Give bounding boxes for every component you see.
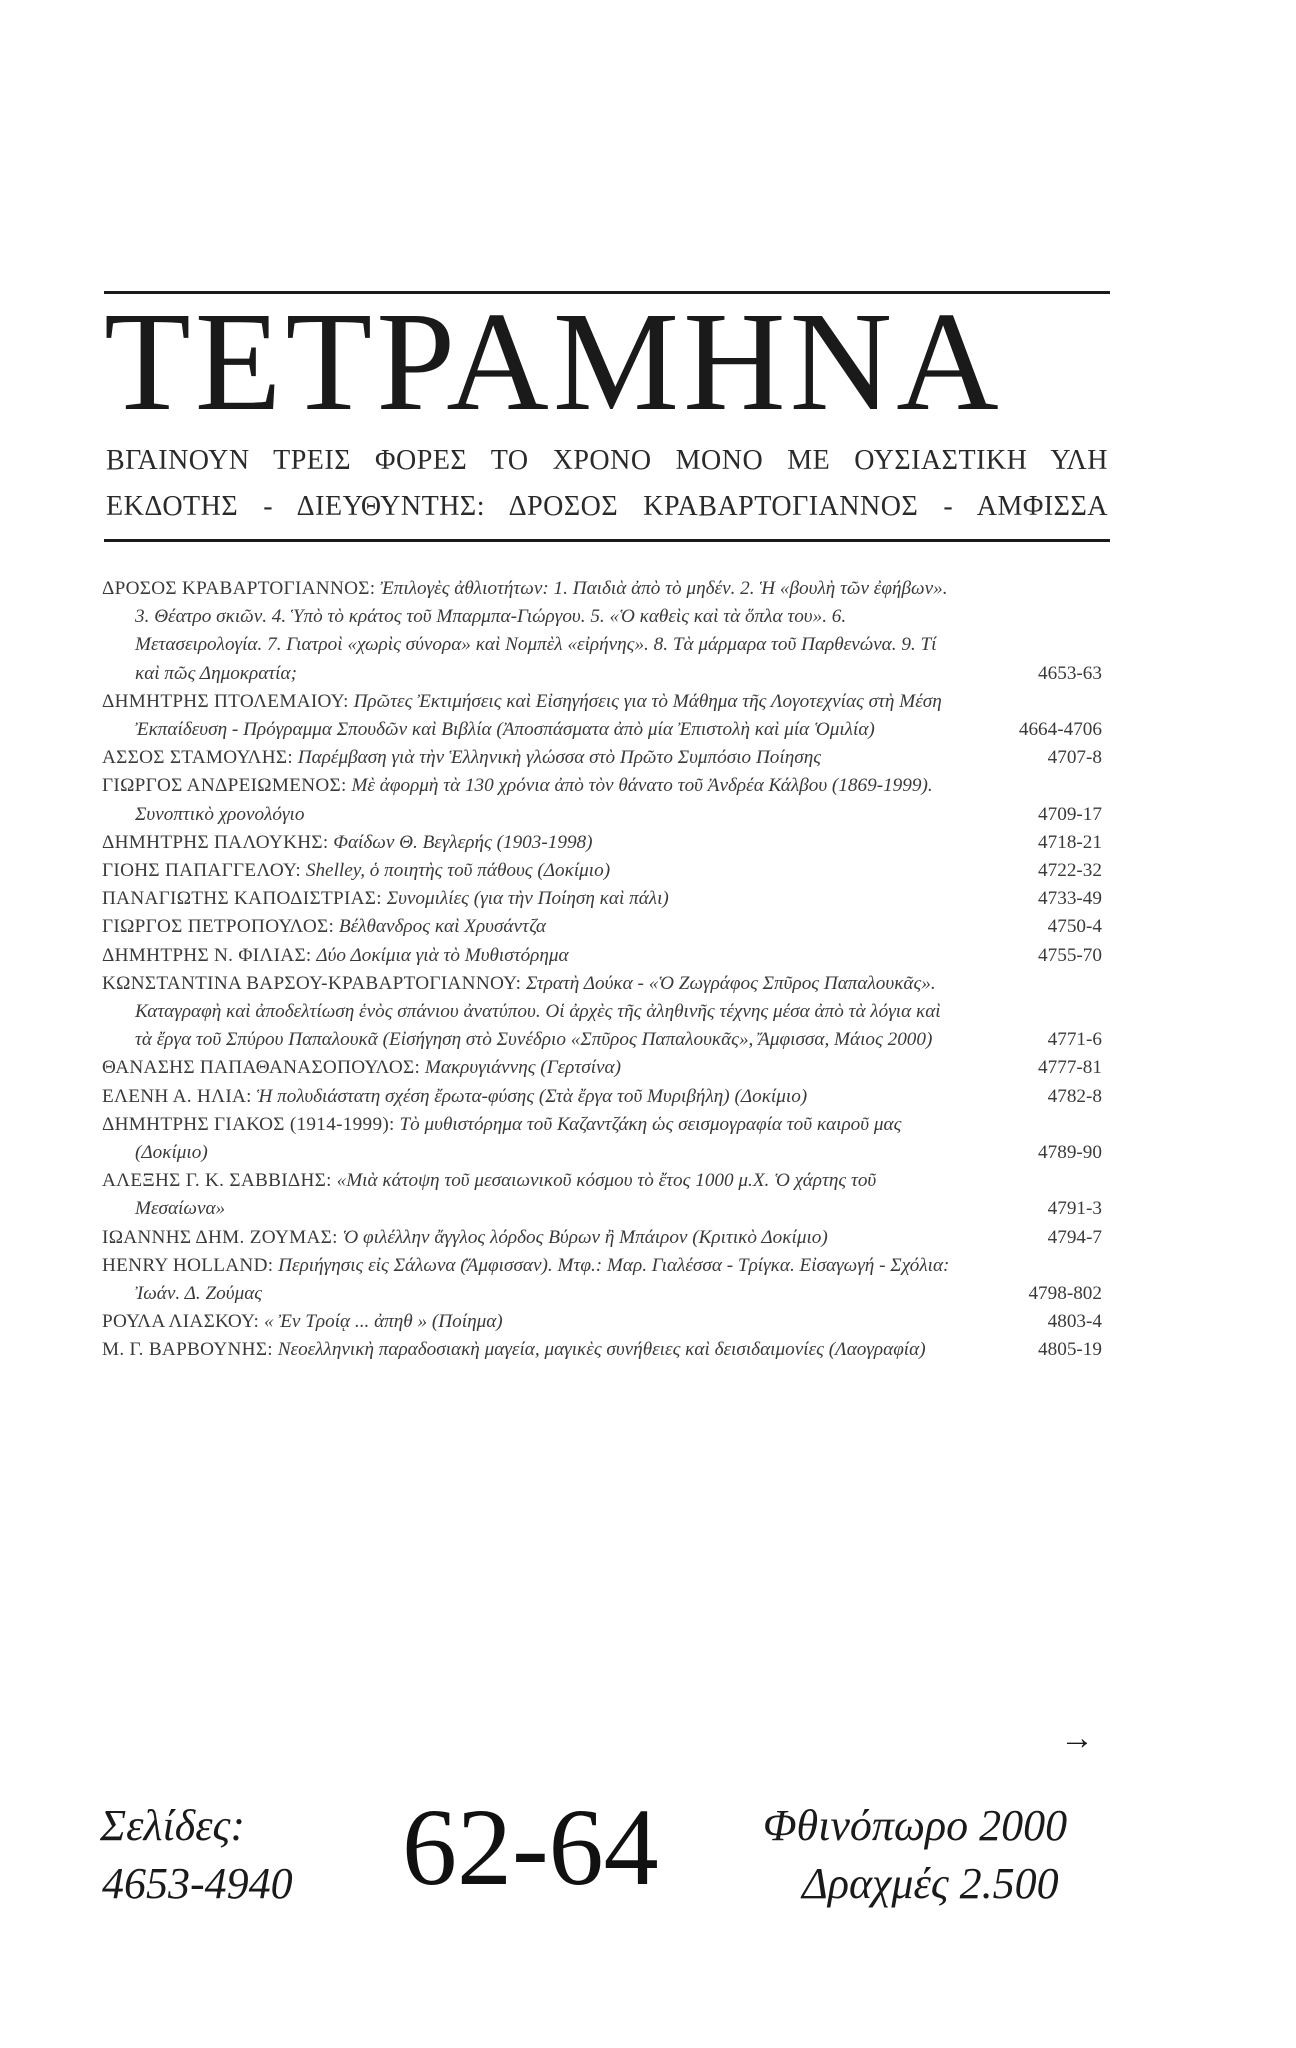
toc-pages: 4789-90 xyxy=(1038,1142,1102,1164)
toc-pages: 4755-70 xyxy=(1038,944,1102,966)
toc-title: Μὲ ἀφορμὴ τὰ 130 χρόνια ἀπὸ τὸν θάνατο τοῦ Ἀνδρέα Κάλβου (1869-1999). Συνοπτικὸ χρονολόγιο xyxy=(135,775,933,825)
toc-title: Συνομιλίες (για τὴν Ποίηση καὶ πάλι) xyxy=(386,888,669,910)
toc-pages: 4782-8 xyxy=(1047,1085,1102,1107)
toc-entry xyxy=(102,1111,1102,1167)
toc-title: Τὸ μυθιστόρημα τοῦ Καζαντζάκη ὡς σεισμογραφία τοῦ καιροῦ μας (Δοκίμιο) xyxy=(135,1113,902,1164)
toc-author: HENRY HOLLAND: xyxy=(102,1254,274,1276)
issue-number: 62-64 xyxy=(402,1786,659,1908)
toc-entry xyxy=(102,1308,1102,1336)
toc-pages: 4805-19 xyxy=(1038,1339,1102,1361)
toc-author: ΡΟΥΛΑ ΛΙΑΣΚΟΥ: xyxy=(102,1311,260,1333)
continue-arrow-icon: → xyxy=(1060,1720,1094,1757)
toc-author: ΔΗΜΗΤΡΗΣ ΠΑΛΟΥΚΗΣ: xyxy=(102,831,329,853)
toc-pages: 4664-4706 xyxy=(1018,719,1102,741)
toc-title: Πρῶτες Ἐκτιμήσεις καὶ Εἰσηγήσεις για τὸ Μάθημα τῆς Λογοτεχνίας στὴ Μέση Ἐκπαίδευση - Πρόγραμμα Σπουδῶν καὶ Βιβλία (Ἀποσπάσματα ἀπὸ μία Ἐπιστολὴ καὶ μία Ὁμιλία) xyxy=(135,690,942,741)
toc-entry xyxy=(102,829,1102,857)
toc-title: Παρέμβαση γιὰ τὴν Ἑλληνικὴ γλώσσα στὸ Πρῶτο Συμπόσιο Ποίησης xyxy=(297,747,822,769)
toc-entry xyxy=(102,1224,1102,1252)
pages-label: Σελίδες: xyxy=(100,1801,246,1850)
toc-author: ΚΩΝΣΤΑΝΤΙΝΑ ΒΑΡΣΟΥ-ΚΡΑΒΑΡΤΟΓΙΑΝΝΟΥ: xyxy=(102,972,522,994)
toc-pages: 4803-4 xyxy=(1047,1311,1102,1333)
toc-title: Φαίδων Θ. Βεγλερής (1903-1998) xyxy=(333,831,593,853)
divider-rule xyxy=(104,539,1110,542)
toc-author: Μ. Γ. ΒΑΡΒΟΥΝΗΣ: xyxy=(102,1339,273,1361)
toc-entry xyxy=(102,885,1102,913)
toc-entry xyxy=(102,1252,1102,1308)
toc-pages: 4718-21 xyxy=(1038,831,1102,853)
toc-author: ΓΙΟΗΣ ΠΑΠΑΓΓΕΛΟΥ: xyxy=(102,860,302,882)
toc-author: ΔΡΟΣΟΣ ΚΡΑΒΑΡΤΟΓΙΑΝΝΟΣ: xyxy=(102,578,376,599)
toc-author: ΕΛΕΝΗ Α. ΗΛΙΑ: xyxy=(102,1085,252,1107)
magazine-title: ΤΕΤΡΑΜΗΝΑ xyxy=(104,282,1003,440)
toc-entry xyxy=(102,744,1102,772)
toc-entry xyxy=(102,857,1102,885)
toc-title: Ἡ πολυδιάστατη σχέση ἔρωτα-φύσης (Στὰ ἔργα τοῦ Μυριβήλη) (Δοκίμιο) xyxy=(256,1085,808,1107)
pages-range: 4653-4940 xyxy=(102,1859,293,1908)
toc-author: ΓΙΩΡΓΟΣ ΑΝΔΡΕΙΩΜΕΝΟΣ: xyxy=(102,775,347,797)
toc-entry xyxy=(102,1083,1102,1111)
toc-pages: 4722-32 xyxy=(1038,860,1102,882)
toc-pages: 4791-3 xyxy=(1047,1198,1102,1220)
toc-author: ΑΛΕΞΗΣ Γ. Κ. ΣΑΒΒΙΔΗΣ: xyxy=(102,1170,332,1192)
toc-entry xyxy=(102,970,1102,1055)
subtitle-frequency: ΒΓΑΙΝΟΥΝ ΤΡΕΙΣ ΦΟΡΕΣ ΤΟ ΧΡΟΝΟ ΜΟΝΟ ΜΕ ΟΥΣΙΑΣΤΙΚΗ ΥΛΗ xyxy=(106,445,1108,476)
issue-price: Δραχμές 2.500 xyxy=(802,1859,1059,1908)
toc-pages: 4733-49 xyxy=(1038,888,1102,910)
toc-pages: 4653-63 xyxy=(1038,662,1102,684)
toc-author: ΠΑΝΑΓΙΩΤΗΣ ΚΑΠΟΔΙΣΤΡΙΑΣ: xyxy=(102,888,382,910)
toc-pages: 4709-17 xyxy=(1038,803,1102,825)
toc-author: ΔΗΜΗΤΡΗΣ Ν. ΦΙΛΙΑΣ: xyxy=(102,944,312,966)
toc-entry xyxy=(102,772,1102,828)
toc-entry xyxy=(102,1054,1102,1082)
toc-title: Μακρυγιάννης (Γερτσίνα) xyxy=(424,1057,622,1079)
subtitle-editor: ΕΚΔΟΤΗΣ - ΔΙΕΥΘΥΝΤΗΣ: ΔΡΟΣΟΣ ΚΡΑΒΑΡΤΟΓΙΑΝΝΟΣ - ΑΜΦΙΣΣΑ xyxy=(106,491,1108,522)
toc-pages: 4707-8 xyxy=(1047,747,1102,769)
toc-title: Ὁ φιλέλλην ἄγγλος λόρδος Βύρων ἢ Μπάιρον (Κριτικὸ Δοκίμιο) xyxy=(342,1226,828,1248)
toc-pages: 4798-802 xyxy=(1028,1283,1102,1305)
toc-entry xyxy=(102,942,1102,970)
toc-title: Ἐπιλογὲς ἀθλιοτήτων: 1. Παιδιὰ ἀπὸ τὸ μηδέν. 2. Ἡ «βουλὴ τῶν ἐφήβων». 3. Θέατρο σκιῶν. 4. Ὑπὸ τὸ κράτος τοῦ Μπαρμπα-Γιώργου. 5. «Ὁ καθεὶς καὶ τὰ ὅπλα του». 6. Μετασειρολογία. 7. Γιατροὶ «χωρὶς σύνορα» καὶ Νομπὲλ «εἰρήνης». 8. Τὰ μάρμαρα τοῦ Παρθενώνα. 9. Τί καὶ πῶς Δημοκρατία; xyxy=(135,578,948,684)
toc-pages: 4750-4 xyxy=(1047,916,1102,938)
toc-author: ΘΑΝΑΣΗΣ ΠΑΠΑΘΑΝΑΣΟΠΟΥΛΟΣ: xyxy=(102,1057,421,1079)
toc-entry xyxy=(102,913,1102,941)
toc-title: Νεοελληνικὴ παραδοσιακὴ μαγεία, μαγικὲς συνήθειες καὶ δεισιδαιμονίες (Λαογραφία) xyxy=(277,1339,926,1361)
toc-author: ΑΣΣΟΣ ΣΤΑΜΟΥΛΗΣ: xyxy=(102,747,293,769)
toc-title: Περιήγησις εἰς Σάλωνα (Ἄμφισσαν). Μτφ.: Μαρ. Γιαλέσσα - Τρίγκα. Εἰσαγωγή - Σχόλια: Ἰωάν. Δ. Ζούμας xyxy=(135,1254,950,1305)
toc-title: « Ἐν Τροίᾳ ... ἀπηθ » (Ποίημα) xyxy=(263,1311,503,1333)
toc-pages: 4777-81 xyxy=(1038,1057,1102,1079)
toc-author: ΓΙΩΡΓΟΣ ΠΕΤΡΟΠΟΥΛΟΣ: xyxy=(102,916,335,938)
toc-title: «Μιὰ κάτοψη τοῦ μεσαιωνικοῦ κόσμου τὸ ἔτος 1000 μ.Χ. Ὁ χάρτης τοῦ Μεσαίωνα» xyxy=(135,1170,877,1220)
toc-entry xyxy=(102,688,1102,744)
toc-title: Δύο Δοκίμια γιὰ τὸ Μυθιστόρημα xyxy=(316,944,569,966)
toc-entry xyxy=(102,1167,1102,1223)
toc-pages: 4794-7 xyxy=(1047,1226,1102,1248)
table-of-contents xyxy=(102,575,1102,1365)
toc-author: ΔΗΜΗΤΡΗΣ ΠΤΟΛΕΜΑΙΟΥ: xyxy=(102,690,349,712)
toc-pages: 4771-6 xyxy=(1047,1029,1102,1051)
toc-author: ΙΩΑΝΝΗΣ ΔΗΜ. ΖΟΥΜΑΣ: xyxy=(102,1226,338,1248)
toc-entry xyxy=(102,575,1102,688)
toc-title: Στρατὴ Δούκα - «Ὁ Ζωγράφος Σπῦρος Παπαλουκᾶς». Καταγραφὴ καὶ ἀποδελτίωση ἑνὸς σπάνιου ἀνατύπου. Οἱ ἀρχὲς τῆς ἀληθινῆς τέχνης μέσα ἀπὸ τὰ λόγια καὶ τὰ ἔργα τοῦ Σπύρου Παπαλουκᾶ (Εἰσήγηση στὸ Συνέδριο «Σπῦρος Παπαλουκᾶς», Ἄμφισσα, Μάιος 2000) xyxy=(135,972,941,1051)
toc-title: Βέλθανδρος καὶ Χρυσάντζα xyxy=(338,916,546,938)
toc-title: Shelley, ὁ ποιητὴς τοῦ πάθους (Δοκίμιο) xyxy=(305,860,611,882)
toc-author: ΔΗΜΗΤΡΗΣ ΓΙΑΚΟΣ (1914-1999): xyxy=(102,1113,395,1135)
toc-entry xyxy=(102,1336,1102,1364)
issue-season: Φθινόπωρο 2000 xyxy=(763,1801,1068,1850)
